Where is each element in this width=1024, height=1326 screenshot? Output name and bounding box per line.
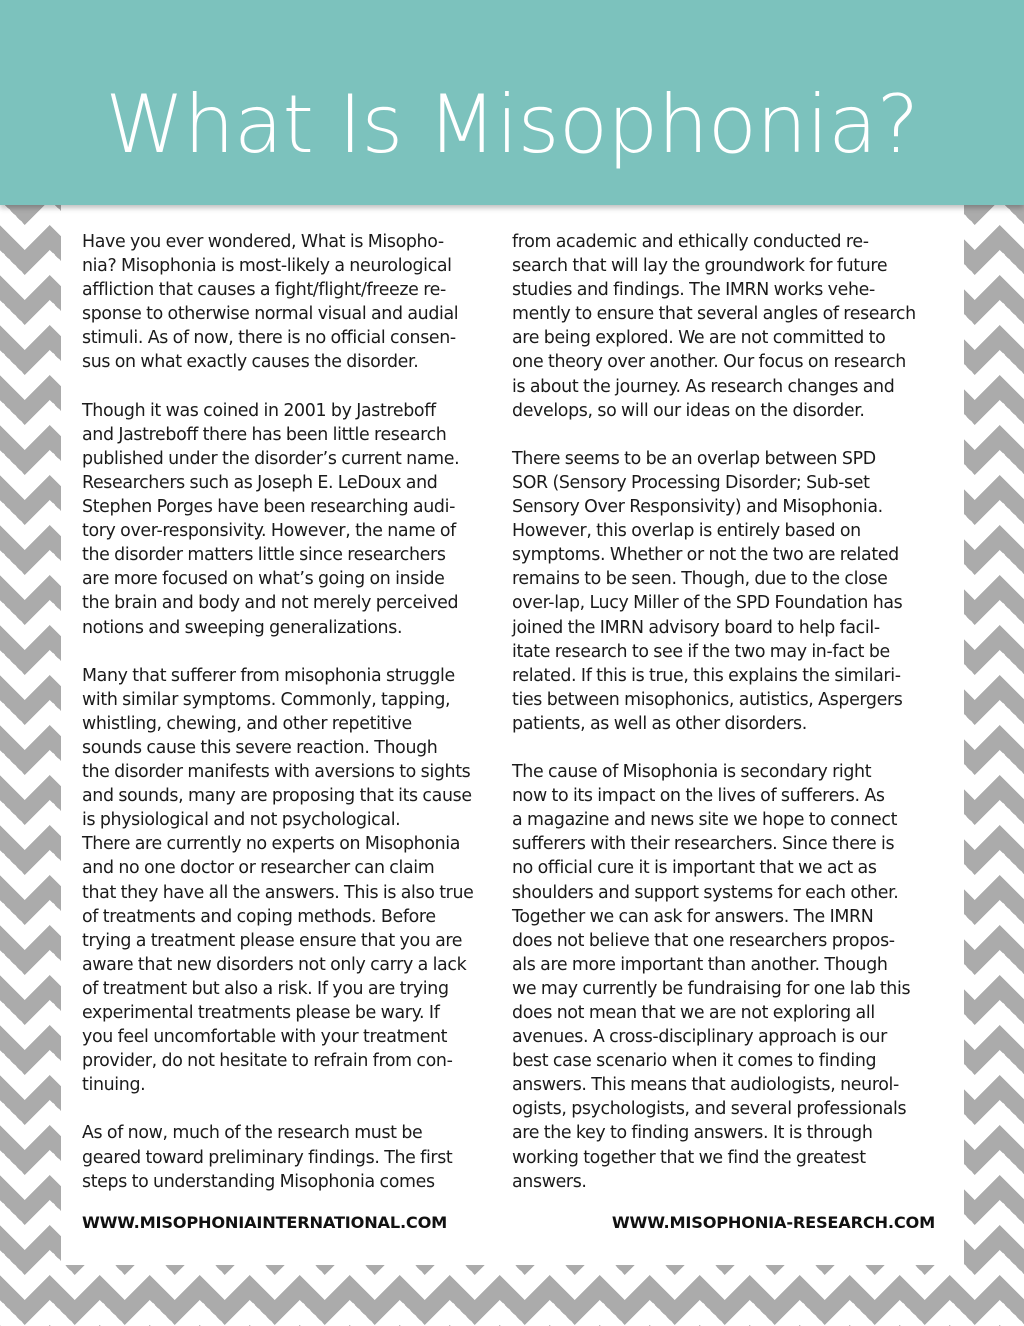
- text-line: remains to be seen. Though, due to the close: [512, 569, 888, 590]
- text-line: and no one doctor or researcher can claim: [82, 858, 435, 879]
- text-line: Sensory Over Responsivity) and Misophonia.: [512, 497, 883, 518]
- text-line: geared toward preliminary findings. The first: [82, 1147, 453, 1168]
- text-line: are the key to finding answers. It is through: [512, 1123, 873, 1144]
- text-line: symptoms. Whether or not the two are related: [512, 545, 899, 566]
- title-banner: [0, 0, 1024, 205]
- text-line: and sounds, many are proposing that its cause: [82, 786, 472, 807]
- text-line: the disorder manifests with aversions to sights: [82, 762, 471, 783]
- paragraph: [512, 447, 940, 736]
- paragraph: [82, 664, 510, 833]
- text-line: and Jastreboff there has been little research: [82, 424, 447, 445]
- paragraph: [82, 832, 510, 1097]
- text-line: experimental treatments please be wary. If: [82, 1003, 440, 1023]
- text-line: published under the disorder’s current name.: [82, 448, 460, 469]
- paragraph: [82, 230, 510, 375]
- text-line: Researchers such as Joseph E. LeDoux and: [82, 472, 438, 493]
- text-line: we may currently be fundraising for one lab this: [512, 978, 911, 999]
- text-line: related. If this is true, this explains the similari-: [512, 665, 901, 686]
- text-line: Together we can ask for answers. The IMRN: [512, 906, 874, 927]
- text-line: Many that sufferer from misophonia struggle: [82, 665, 455, 686]
- paragraph: [82, 1121, 510, 1193]
- text-line: working together that we find the greatest: [512, 1147, 866, 1168]
- text-line: Have you ever wondered, What is Misopho-: [82, 232, 444, 252]
- text-line: Stephen Porges have been researching audi-: [82, 497, 456, 518]
- text-line: studies and findings. The IMRN works vehe-: [512, 280, 875, 301]
- right-column: [512, 230, 940, 1194]
- text-line: avenues. A cross-disciplinary approach is our: [512, 1027, 887, 1048]
- text-line: joined the IMRN advisory board to help facil-: [512, 617, 880, 638]
- text-line: notions and sweeping generalizations.: [82, 617, 403, 638]
- text-line: of treatment but also a risk. If you are trying: [82, 978, 449, 999]
- left-column: [82, 230, 510, 1194]
- text-line: nia? Misophonia is most-likely a neurological: [82, 256, 452, 277]
- text-line: does not believe that one researchers propos-: [512, 930, 895, 951]
- text-line: provider, do not hesitate to refrain from con-: [82, 1051, 453, 1072]
- text-line: ogists, psychologists, and several professionals: [512, 1099, 907, 1120]
- text-line: the brain and body and not merely perceived: [82, 593, 459, 614]
- footer-link-misophonia-research[interactable]: WWW.MISOPHONIA-RESEARCH.COM: [611, 1213, 935, 1232]
- text-line: is about the journey. As research changes and: [512, 376, 895, 397]
- text-line: of treatments and coping methods. Before: [82, 906, 436, 927]
- footer-link-misophonia-international[interactable]: WWW.MISOPHONIAINTERNATIONAL.COM: [82, 1213, 448, 1232]
- text-line: answers. This means that audiologists, neurol-: [512, 1075, 899, 1096]
- text-line: However, this overlap is entirely based on: [512, 521, 861, 542]
- text-line: affliction that causes a fight/flight/freeze re-: [82, 280, 446, 301]
- text-line: There are currently no experts on Misophonia: [82, 834, 461, 855]
- text-line: Though it was coined in 2001 by Jastreboff: [82, 400, 436, 421]
- text-line: itate research to see if the two may in-fact be: [512, 641, 890, 662]
- text-line: mently to ensure that several angles of research: [512, 304, 916, 325]
- article-panel: [61, 205, 964, 1265]
- text-line: As of now, much of the research must be: [82, 1123, 423, 1144]
- text-line: als are more important than another. Though: [512, 954, 888, 975]
- text-line: best case scenario when it comes to finding: [512, 1051, 877, 1072]
- text-line: SOR (Sensory Processing Disorder; Sub-set: [512, 472, 870, 493]
- text-line: develops, so will our ideas on the disorder.: [512, 400, 865, 421]
- page-title: What Is Misophonia?: [105, 78, 919, 171]
- text-line: sponse to otherwise normal visual and audial: [82, 304, 459, 325]
- text-line: with similar symptoms. Commonly, tapping,: [82, 689, 451, 710]
- paragraph: [82, 399, 510, 640]
- text-line: now to its impact on the lives of sufferers. As: [512, 786, 885, 807]
- text-line: shoulders and support systems for each other.: [512, 882, 899, 903]
- text-line: are more focused on what’s going on inside: [82, 569, 445, 590]
- text-line: aware that new disorders not only carry a lack: [82, 954, 467, 975]
- text-line: is physiological and not psychological.: [82, 810, 401, 831]
- text-line: sus on what exactly causes the disorder.: [82, 352, 419, 373]
- text-line: are being explored. We are not committed to: [512, 328, 886, 349]
- text-line: from academic and ethically conducted re-: [512, 232, 869, 252]
- text-line: sufferers with their researchers. Since there is: [512, 834, 895, 855]
- text-line: The cause of Misophonia is secondary right: [512, 762, 872, 783]
- text-line: search that will lay the groundwork for future: [512, 256, 888, 277]
- text-line: stimuli. As of now, there is no official consen-: [82, 328, 456, 349]
- text-line: a magazine and news site we hope to connect: [512, 810, 898, 831]
- text-line: sounds cause this severe reaction. Though: [82, 737, 438, 758]
- text-line: tory over-responsivity. However, the name of: [82, 521, 456, 542]
- text-line: one theory over another. Our focus on research: [512, 352, 906, 373]
- text-line: over-lap, Lucy Miller of the SPD Foundation has: [512, 593, 903, 614]
- text-line: no official cure it is important that we act as: [512, 858, 877, 879]
- text-line: does not mean that we are not exploring all: [512, 1003, 875, 1023]
- text-line: There seems to be an overlap between SPD: [512, 448, 876, 469]
- text-line: that they have all the answers. This is also true: [82, 882, 474, 903]
- text-line: whistling, chewing, and other repetitive: [82, 713, 412, 734]
- text-line: answers.: [512, 1171, 587, 1192]
- text-line: ties between misophonics, autistics, Aspergers: [512, 689, 903, 710]
- text-line: trying a treatment please ensure that you are: [82, 930, 463, 951]
- text-line: patients, as well as other disorders.: [512, 713, 807, 734]
- text-line: you feel uncomfortable with your treatment: [82, 1027, 448, 1048]
- text-line: the disorder matters little since researchers: [82, 545, 446, 566]
- text-line: steps to understanding Misophonia comes: [82, 1171, 435, 1192]
- paragraph: [512, 760, 940, 1194]
- paragraph: [512, 230, 940, 423]
- text-line: tinuing.: [82, 1075, 146, 1096]
